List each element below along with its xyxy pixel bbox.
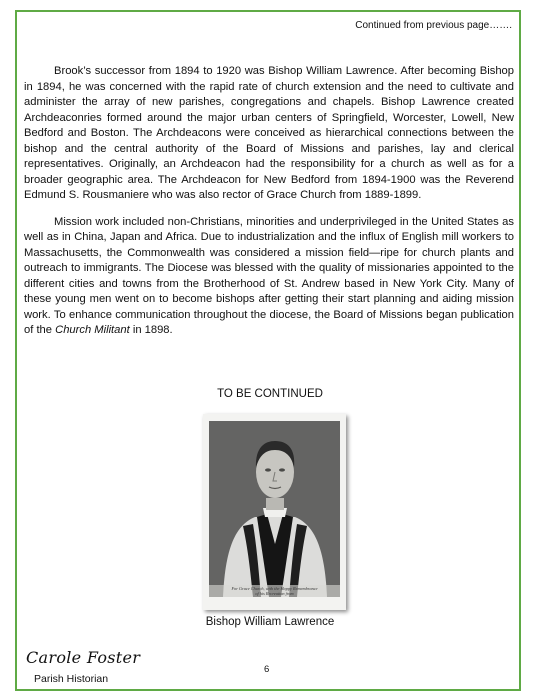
- paragraph-2: [24, 215, 514, 339]
- photo-caption: Bishop William Lawrence: [205, 616, 335, 628]
- paragraph-2-tail: in 1898.: [129, 324, 173, 336]
- paragraph-2-text: Mission work included non-Christians, minorities and underprivileged in the United States as well as in China, Japan and Africa. Due to industrialization and the influx of English mill workers to Massachusetts, the Commonwealth was considered a mission field—ripe for church plants and outreach to immigrants. The Diocese was blessed with the quality of missionaries appointed to the different cities and towns from the Brotherhood of St. Andrew based in New York City. Many of these young men went on to become bishops after getting their start planning and aiding mission work. To enhance communication throughout the diocese, the Board of Missions began publication of the: [24, 215, 514, 336]
- signature: Carole Foster: [26, 648, 141, 667]
- bishop-portrait-photo: [203, 414, 346, 610]
- article-body: [24, 64, 514, 350]
- inset-caption-line-2: of his Recreation from: [255, 591, 294, 596]
- inset-caption-line-1: For Grace Church, with the Happy Remembrance: [231, 586, 318, 591]
- page-number: 6: [264, 664, 270, 675]
- paragraph-1: Brook’s successor from 1894 to 1920 was Bishop William Lawrence. After becoming Bishop in 1894, he was concerned with the rapid rate of church extension and the need to cultivate and administer the array of new parishes, congregations and chapels. Bishop Lawrence created Archdeaconries formed around the major urban centers of Springfield, Worcester, Lowell, New Bedford and Boston. The Archdeacons were conceived as hierarchical connections between the bishop and the central authority of the Board of Missions and parishes, lay and clerical representatives. Originally, an Archdeacon had the responsibility for a church as well as for a broader geographic area. The Archdeacon for New Bedford from 1894-1900 was the Reverend Edmund S. Rousmaniere who was also rector of Grace Church from 1889-1899.: [24, 65, 514, 201]
- signer-title: Parish Historian: [34, 673, 109, 685]
- to-be-continued: TO BE CONTINUED: [217, 388, 323, 400]
- continued-from-note: Continued from previous page…….: [355, 20, 512, 31]
- publication-title: Church Militant: [55, 324, 130, 336]
